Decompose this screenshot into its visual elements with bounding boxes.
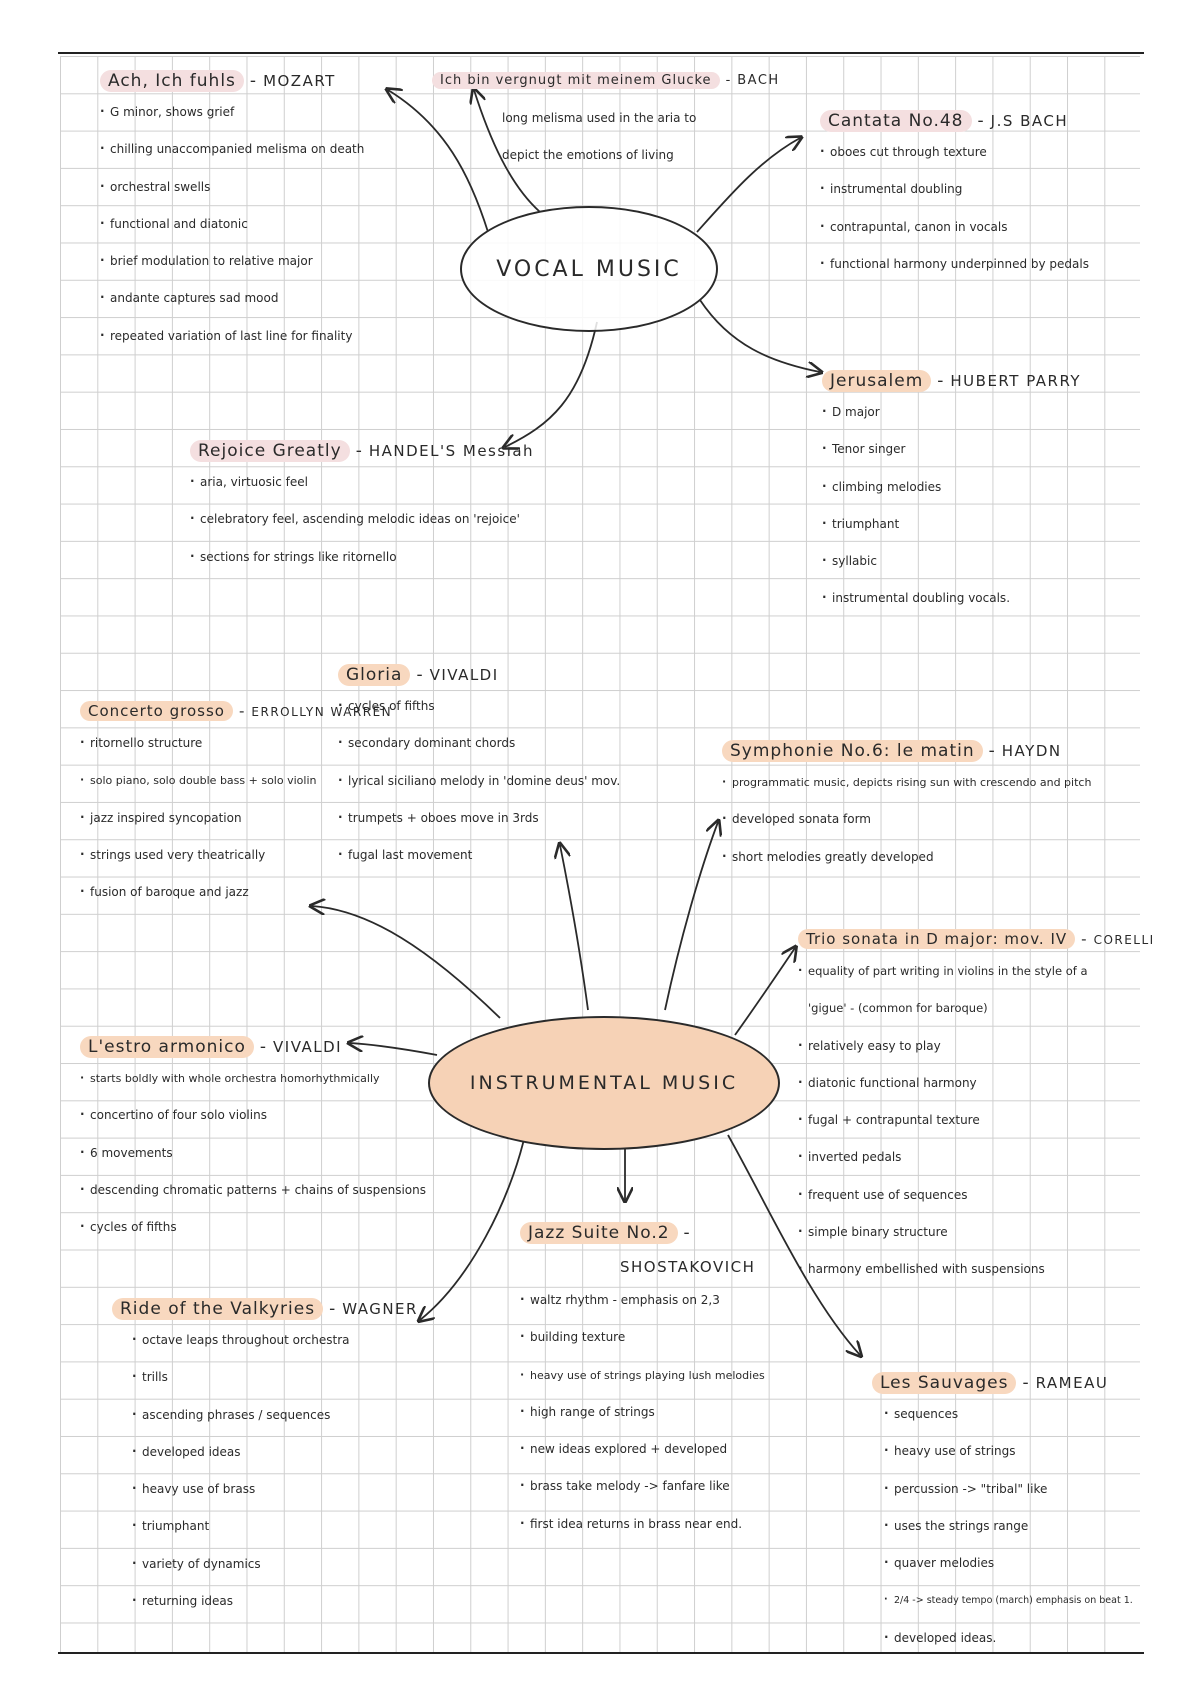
- note-item: · G minor, shows grief: [100, 94, 364, 131]
- piece-bach-aria: [432, 70, 780, 174]
- piece-composer: ERROLLYN WARREN: [251, 705, 393, 719]
- note-item: · building texture: [520, 1319, 765, 1356]
- piece-symphonie: [722, 740, 1091, 876]
- instrumental-hub-label: INSTRUMENTAL MUSIC: [469, 1072, 739, 1094]
- note-item: · triumphant: [822, 506, 1081, 543]
- piece-trio-sonata: [798, 928, 1155, 1289]
- note-item: · short melodies greatly developed: [722, 839, 1091, 876]
- piece-name: Jazz Suite No.2: [520, 1222, 678, 1244]
- piece-composer: HANDEL'S Messiah: [368, 442, 535, 460]
- note-item: · instrumental doubling vocals.: [822, 580, 1081, 617]
- piece-mozart: [100, 70, 364, 355]
- piece-composer: HUBERT PARRY: [950, 372, 1082, 390]
- note-item: · inverted pedals: [798, 1139, 1155, 1176]
- note-item: · equality of part writing in violins in the style of a 'gigue' - (common for baroque): [798, 953, 1108, 1028]
- piece-ride-of-valkyries: [112, 1298, 418, 1620]
- note-item: · concertino of four solo violins: [80, 1097, 426, 1134]
- note-item: · solo piano, solo double bass + solo violin: [80, 762, 392, 799]
- piece-composer: RAMEAU: [1035, 1374, 1109, 1392]
- piece-composer: HAYDN: [1001, 742, 1062, 760]
- note-item: · Tenor singer: [822, 431, 1081, 468]
- note-item: · new ideas explored + developed: [520, 1431, 765, 1468]
- piece-name: Trio sonata in D major: mov. IV: [798, 929, 1075, 949]
- vocal-hub-label: VOCAL MUSIC: [496, 256, 682, 282]
- note-item: · functional and diatonic: [100, 206, 364, 243]
- piece-title: Gloria - VIVALDI: [338, 664, 620, 686]
- piece-title: L'estro armonico - VIVALDI: [80, 1036, 426, 1058]
- note-item: · D major: [822, 394, 1081, 431]
- note-item: · repeated variation of last line for finality: [100, 318, 364, 355]
- note-item: · climbing melodies: [822, 469, 1081, 506]
- note-item: · brass take melody -> fanfare like: [520, 1468, 765, 1505]
- note-item: · octave leaps throughout orchestra: [132, 1322, 418, 1359]
- note-item: · brief modulation to relative major: [100, 243, 364, 280]
- note-item: · cycles of fifths: [338, 688, 620, 725]
- note-item: · triumphant: [132, 1508, 418, 1545]
- note-item: · instrumental doubling: [820, 171, 1089, 208]
- note-item: · developed ideas.: [884, 1620, 1133, 1657]
- piece-rejoice: [190, 440, 534, 576]
- piece-title: Rejoice Greatly - HANDEL'S Messiah: [190, 440, 534, 462]
- piece-title: Symphonie No.6: le matin - HAYDN: [722, 740, 1091, 762]
- note-item: · sequences: [884, 1396, 1133, 1433]
- note-item: · sections for strings like ritornello: [190, 539, 534, 576]
- instrumental-music-hub: [428, 1016, 780, 1150]
- piece-cantata: [820, 110, 1089, 283]
- piece-name: Gloria: [338, 664, 410, 686]
- note-item: · trumpets + oboes move in 3rds: [338, 800, 620, 837]
- note-item: · strings used very theatrically: [80, 837, 392, 874]
- piece-composer: WAGNER: [342, 1300, 418, 1318]
- note-item: · trills: [132, 1359, 418, 1396]
- piece-title: Cantata No.48 - J.S BACH: [820, 110, 1089, 132]
- note-item: · programmatic music, depicts rising sun with crescendo and pitch: [722, 764, 1091, 801]
- note-item: · 6 movements: [80, 1135, 426, 1172]
- note-item: · harmony embellished with suspensions: [798, 1251, 1155, 1288]
- note-item: · heavy use of strings: [884, 1433, 1133, 1470]
- note-item: · frequent use of sequences: [798, 1177, 1155, 1214]
- piece-concerto-grosso: [80, 700, 392, 911]
- note-item: · variety of dynamics: [132, 1546, 418, 1583]
- note-item: · aria, virtuosic feel: [190, 464, 534, 501]
- note-item: · fugal + contrapuntal texture: [798, 1102, 1155, 1139]
- piece-title: Ich bin vergnugt mit meinem Glucke - BACH: [432, 70, 780, 92]
- note-item: · andante captures sad mood: [100, 280, 364, 317]
- note-item: long melisma used in the aria to depict the emotions of living: [502, 111, 697, 162]
- piece-title: Jerusalem - HUBERT PARRY: [822, 370, 1081, 392]
- piece-title: Jazz Suite No.2 -: [520, 1222, 765, 1244]
- piece-name: Symphonie No.6: le matin: [722, 740, 983, 762]
- note-item: · diatonic functional harmony: [798, 1065, 1155, 1102]
- piece-name: Rejoice Greatly: [190, 440, 350, 462]
- note-item: · fusion of baroque and jazz: [80, 874, 392, 911]
- piece-name: L'estro armonico: [80, 1036, 254, 1058]
- piece-title: Les Sauvages - RAMEAU: [872, 1372, 1133, 1394]
- note-item: · starts boldly with whole orchestra homorhythmically: [80, 1060, 426, 1097]
- piece-composer: MOZART: [263, 72, 336, 90]
- note-item: · waltz rhythm - emphasis on 2,3: [520, 1282, 765, 1319]
- note-item: · secondary dominant chords: [338, 725, 620, 762]
- note-item: · heavy use of brass: [132, 1471, 418, 1508]
- note-item: · cycles of fifths: [80, 1209, 426, 1246]
- piece-jerusalem: [822, 370, 1081, 618]
- piece-title: Ach, Ich fuhls - MOZART: [100, 70, 364, 92]
- note-item: · ritornello structure: [80, 725, 392, 762]
- note-item: · jazz inspired syncopation: [80, 800, 392, 837]
- piece-les-sauvages: [872, 1372, 1133, 1657]
- note-item: · developed ideas: [132, 1434, 418, 1471]
- note-item: · fugal last movement: [338, 837, 620, 874]
- note-item: · returning ideas: [132, 1583, 418, 1620]
- note-item: · chilling unaccompanied melisma on death: [100, 131, 364, 168]
- note-item: · syllabic: [822, 543, 1081, 580]
- note-item: · orchestral swells: [100, 169, 364, 206]
- piece-composer: SHOSTAKOVICH: [620, 1258, 756, 1276]
- piece-name: Concerto grosso: [80, 701, 233, 721]
- piece-composer: CORELLI: [1093, 933, 1155, 947]
- note-item: · quaver melodies: [884, 1545, 1133, 1582]
- note-item: · high range of strings: [520, 1394, 765, 1431]
- note-item: · celebratory feel, ascending melodic ideas on 'rejoice': [190, 501, 534, 538]
- vocal-music-hub: [460, 206, 718, 332]
- piece-name: Cantata No.48: [820, 110, 972, 132]
- piece-title: Concerto grosso - ERROLLYN WARREN: [80, 700, 392, 723]
- note-item: · percussion -> "tribal" like: [884, 1471, 1133, 1508]
- piece-name: Ich bin vergnugt mit meinem Glucke: [432, 72, 720, 89]
- piece-composer: VIVALDI: [273, 1038, 343, 1056]
- note-item: · 2/4 -> steady tempo (march) emphasis on beat 1.: [884, 1582, 1133, 1619]
- piece-title: Trio sonata in D major: mov. IV - CORELLI: [798, 928, 1155, 951]
- note-item: · oboes cut through texture: [820, 134, 1089, 171]
- note-item: · simple binary structure: [798, 1214, 1155, 1251]
- piece-name: Ach, Ich fuhls: [100, 70, 244, 92]
- piece-composer: J.S BACH: [990, 112, 1069, 130]
- note-item: · first idea returns in brass near end.: [520, 1506, 765, 1543]
- piece-name: Jerusalem: [822, 370, 931, 392]
- piece-estro-armonico: [80, 1036, 426, 1246]
- note-item: · ascending phrases / sequences: [132, 1397, 418, 1434]
- note-item: · lyrical siciliano melody in 'domine deus' mov.: [338, 763, 620, 800]
- piece-name: Les Sauvages: [872, 1372, 1016, 1394]
- note-item: · contrapuntal, canon in vocals: [820, 209, 1089, 246]
- note-item: · heavy use of strings playing lush melodies: [520, 1357, 765, 1394]
- piece-title: Ride of the Valkyries - WAGNER: [112, 1298, 418, 1320]
- note-item: · developed sonata form: [722, 801, 1091, 838]
- piece-composer: VIVALDI: [429, 666, 499, 684]
- top-rule: [58, 52, 1144, 54]
- piece-composer: BACH: [737, 73, 780, 88]
- note-item: · functional harmony underpinned by pedals: [820, 246, 1089, 283]
- note-item: · uses the strings range: [884, 1508, 1133, 1545]
- piece-name: Ride of the Valkyries: [112, 1298, 323, 1320]
- note-item: · relatively easy to play: [798, 1028, 1155, 1065]
- piece-jazz-suite: [520, 1222, 765, 1543]
- note-item: · descending chromatic patterns + chains of suspensions: [80, 1172, 426, 1209]
